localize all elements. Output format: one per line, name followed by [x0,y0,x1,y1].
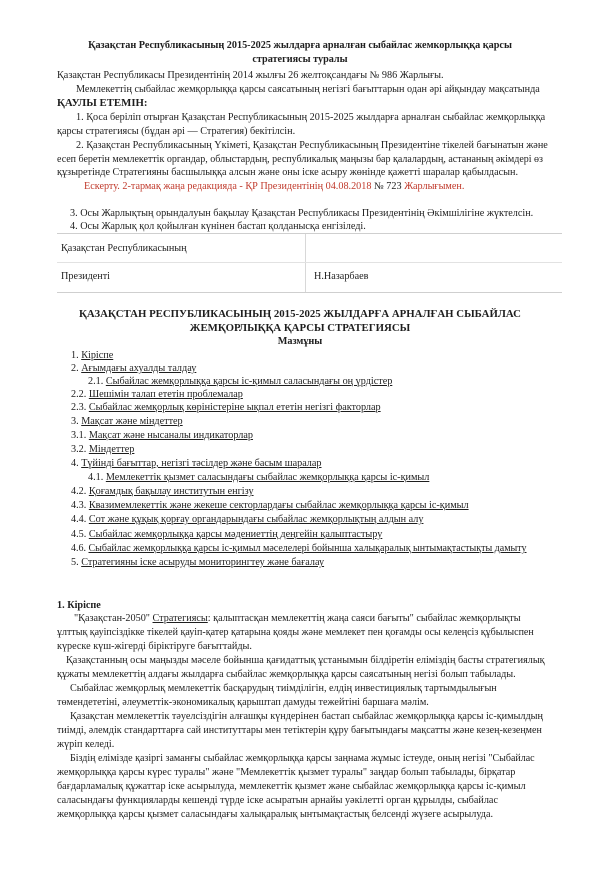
decree-point-2-line-3: құзыретінде Стратегияны басшылыққа алсын және оны іске асыру жөнінде қажетті шаралар қабылдасын. [57,167,518,178]
decree-point-1-line-2: қарсы стратегиясы (бұдан әрі — Стратегия) бекітілсін. [57,126,296,137]
toc-item-number: 4.5. [71,529,89,540]
toc-item-link[interactable]: Ағымдағы ахуалды талдау [81,363,197,374]
intro-line: Сыбайлас жемқорлық мемлекеттік басқарудың тиімділігін, елдің инвестициялық тартымдылығын [70,683,497,694]
toc-item-number: 2.1. [88,376,106,387]
intro-line: ұлттық қауіпсіздікке тікелей қауіп-қатер қатарына қояды және мемлекет пен қоғамды осы келеңсіз құбылыспен [57,627,534,638]
toc-item-link[interactable]: Мемлекеттік қызмет саласындағы сыбайлас жемқорлыққа қарсы іс-қимыл [105,472,430,483]
amendment-note-suffix: Жарлығымен. [401,181,465,192]
toc-item[interactable] [71,416,183,427]
intro-heading: 1. Кіріспе [57,600,101,611]
intro-line: Қазақстанның осы маңызды мәселе бойынша қағидаттық ұстанымын білдіретін еліміздің басты стратегиялық [66,655,545,666]
intro-line: жемқорлыққа қарсы күрес туралы" және "Мемлекеттік қызмет туралы" заңдар болып табылады, бірқатар [57,767,516,778]
strategy-link[interactable]: Стратегиясы [152,613,208,624]
intro-quote: "Қазақстан-2050" [74,613,153,624]
toc-item-link[interactable]: Кіріспе [81,350,114,361]
intro-line: бағдарламалық құжаттар іске асырылуда, мемлекеттік қызмет және сыбайлас жемқорлыққа қарсы іс-қимыл [57,781,526,792]
decree-point-2-line-2: есеп беретін мемлекеттік органдар, облыстардың, республикалық маңызы бар қалалардың, астананың әкімдері өз [57,154,544,165]
strategy-title-line-1: ҚАЗАҚСТАН РЕСПУБЛИКАСЫНЫҢ 2015-2025 ЖЫЛДАРҒА АРНАЛҒАН СЫБАЙЛАС [79,308,521,320]
toc-item[interactable] [71,529,382,540]
intro-line: Біздің елімізде қазіргі заманғы сыбайлас жемқорлыққа қарсы заңнама жұмыс істеуде, оның негізі "Сыбайлас [70,753,535,764]
intro-line: тиімді, әлемдік стандарттарға сай институттары мен тетіктерін құру бағытындағы мақсатты және кезең-кезеңмен [57,725,542,736]
toc-item-link[interactable]: Стратегияны іске асыруды мониторингтеу және бағалау [81,557,325,568]
toc-item-number: 4.1. [88,472,106,483]
signature-table-row-divider [57,262,562,263]
contents-heading: Мазмұны [277,336,323,347]
intro-line: төмендететіні, әлеуметтік-экономикалық қарыштап дамуды тежейтіні баршаға мәлім. [57,697,429,708]
toc-item-link[interactable]: Сыбайлас жемқорлық көріністеріне ықпал ететін негізгі факторлар [88,402,381,413]
intro-line: жемқорлыққа қарсы қызмет саласындағы халықаралық ынтымақтастық белсенді жүзеге асырылуда. [57,809,494,820]
toc-item-number: 4.4. [71,514,89,525]
toc-item[interactable] [71,430,253,441]
toc-item-link[interactable]: Сот және құқық қорғау органдарындағы сыбайлас жемқорлықтың алдын алу [88,514,424,525]
toc-item[interactable] [71,363,196,374]
intro-line: күреске күш-жігерді біріктіруге бағыттайды. [57,641,252,652]
intro-line [74,613,521,624]
toc-item-number: 3. [71,416,82,427]
signature-name: Н.Назарбаев [314,271,369,282]
toc-item[interactable] [71,500,469,511]
toc-item-number: 3.2. [71,444,89,455]
toc-item[interactable] [71,444,134,455]
toc-item[interactable] [88,376,392,387]
decree-resolve: ҚАУЛЫ ЕТЕМІН: [57,97,148,109]
amendment-note-prefix: Ескерту. 2-тармақ жаңа редакцияда - ҚР Президентінің 04.08.2018 [84,181,375,192]
toc-item-link[interactable]: Шешімін талап ететін проблемалар [88,389,243,400]
intro-line: саласындағы функцияларды кешенді түрде іске асыратын арнайы уәкілетті орган құрылды, сыбайлас [57,795,498,806]
toc-item-link[interactable]: Қоғамдық бақылау институтын енгізу [88,486,254,497]
decree-title-line-1: Қазақстан Республикасының 2015-2025 жылдарға арналған сыбайлас жемкорлыққа қарсы [88,40,512,51]
toc-item[interactable] [71,402,381,413]
toc-item[interactable] [71,514,423,525]
decree-source: Қазақстан Республикасы Президентінің 2014 жылғы 26 желтоқсандағы № 986 Жарлығы. [57,70,444,81]
signature-position-line-2: Президенті [61,271,111,282]
toc-item-number: 4. [71,458,82,469]
toc-item-number: 4.2. [71,486,89,497]
toc-item-link[interactable]: Түйінді бағыттар, негізгі тәсілдер және басым шаралар [81,458,322,469]
decree-point-2-line-1: 2. Қазақстан Республикасының Үкіметі, Қазақстан Республикасының Президентіне тікелей бағынатын және [76,140,548,151]
toc-item[interactable] [71,389,243,400]
toc-item-link[interactable]: Сыбайлас жемқорлыққа қарсы мәдениеттің деңгейін қалыптастыру [88,529,383,540]
toc-item-link[interactable]: Мақсат және міндеттер [81,416,183,427]
decree-preamble: Мемлекеттің сыбайлас жемқорлыққа қарсы саясатының негізгі бағыттарын одан әрі айқындау мақсатында [76,84,540,95]
toc-item-number: 4.6. [71,543,89,554]
decree-title-line-2: стратегиясы туралы [252,54,348,65]
strategy-title-line-2: ЖЕМҚОРЛЫҚҚА ҚАРСЫ СТРАТЕГИЯСЫ [189,322,411,334]
toc-item[interactable] [71,458,322,469]
decree-point-3: 3. Осы Жарлықтың орындалуын бақылау Қазақстан Республикасы Президентінің Әкімшілігіне жүктелсін. [70,208,534,219]
amendment-note [84,181,464,192]
toc-item-link[interactable]: Міндеттер [88,444,135,455]
intro-line: жүріп келеді. [57,739,115,750]
toc-item-number: 2.2. [71,389,89,400]
toc-item[interactable] [71,486,254,497]
toc-item[interactable] [71,350,113,361]
toc-item[interactable] [71,543,527,554]
toc-item-number: 4.3. [71,500,89,511]
signature-table-divider [305,234,306,292]
toc-item[interactable] [88,472,429,483]
toc-item-number: 2. [71,363,82,374]
amendment-decree-number[interactable]: № 723 [374,181,402,192]
toc-item-number: 5. [71,557,82,568]
intro-line: Қазақстан мемлекеттік тәуелсіздігін алғашқы күндерінен бастап сыбайлас жемқорлыққа қарсы іс-қимылдың [70,711,543,722]
signature-position-line-1: Қазақстан Республикасының [61,243,187,254]
toc-item-link[interactable]: Мақсат және нысаналы индикаторлар [88,430,254,441]
decree-point-4: 4. Осы Жарлық қол қойылған күнінен бастап қолданысқа енгізіледі. [70,221,366,232]
signature-table [57,233,562,293]
decree-point-1-line-1: 1. Қоса беріліп отырған Қазақстан Республикасының 2015-2025 жылдарға арналған сыбайлас жемқорлыққа [76,112,546,123]
toc-item-link[interactable]: Сыбайлас жемқорлыққа қарсы іс-қимыл саласындағы оң үрдістер [105,376,393,387]
toc-item-link[interactable]: Квазимемлекеттік және жекеше секторлардағы сыбайлас жемқорлыққа қарсы іс-қимыл [88,500,469,511]
toc-item-number: 3.1. [71,430,89,441]
toc-item[interactable] [71,557,324,568]
toc-item-number: 1. [71,350,82,361]
toc-item-link[interactable]: Сыбайлас жемқорлыққа қарсы іс-қимыл мәселелері бойынша халықаралық ынтымақтастықты дамыту [88,543,527,554]
intro-quote-rest: : қалыптасқан мемлекеттің жаңа саяси бағыты" сыбайлас жемқорлықты [207,613,521,624]
toc-item-number: 2.3. [71,402,89,413]
intro-line: құжаты мемлекеттің алдағы жылдарға сыбайлас жемқорлыққа қарсы саясатының негізі болып табылады. [57,669,516,680]
